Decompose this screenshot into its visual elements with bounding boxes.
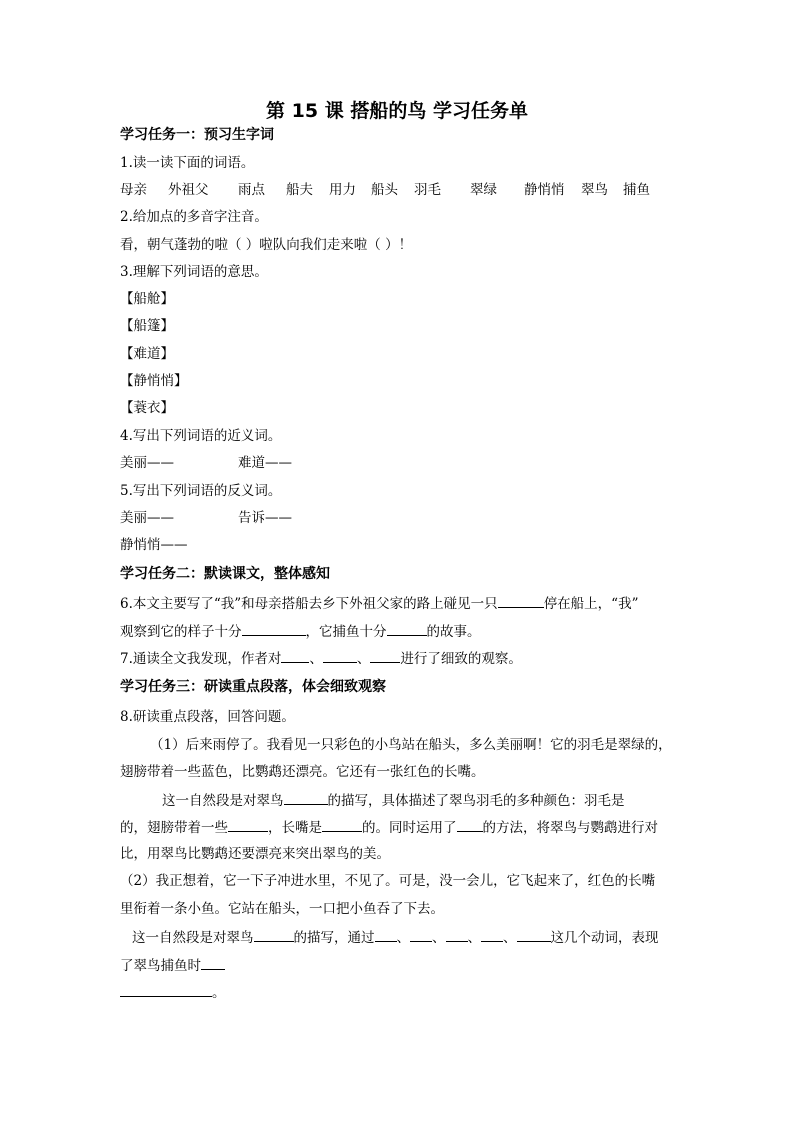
fill-blank[interactable] xyxy=(242,621,306,636)
fill-blank[interactable] xyxy=(228,817,268,832)
fill-blank[interactable] xyxy=(370,648,400,663)
fill-blank[interactable] xyxy=(201,955,225,970)
question-2: 2.给加点的多音字注音。 xyxy=(120,209,268,225)
paragraph-1-line-1: （1）后来雨停了。我看见一只彩色的小鸟站在船头，多么美丽啊！它的羽毛是翠绿的， xyxy=(150,737,672,753)
text-segment: 的描写，通过 xyxy=(293,930,375,946)
vocab-word: 羽毛 xyxy=(414,182,441,198)
term-item: 【难道】 xyxy=(120,346,174,362)
fill-blank[interactable] xyxy=(281,648,309,663)
answer-1-line-3: 比，用翠鸟比鹦鹉还要漂亮来突出翠鸟的美。 xyxy=(120,846,390,862)
question-6-line-1 xyxy=(120,593,639,614)
term-item: 【船舱】 xyxy=(120,291,174,307)
answer-2-line-3 xyxy=(120,982,226,1003)
text-segment: 、 xyxy=(503,930,517,946)
text-segment: ，它捕鱼十分 xyxy=(305,624,387,640)
vocab-word: 船夫 xyxy=(286,182,313,198)
question-8: 8.研读重点段落，回答问题。 xyxy=(120,709,295,725)
question-5: 5.写出下列词语的反义词。 xyxy=(120,483,282,499)
fill-blank[interactable] xyxy=(254,927,294,942)
text-segment: 、 xyxy=(356,651,371,667)
fill-blank[interactable] xyxy=(322,817,362,832)
vocab-word: 用力 xyxy=(329,182,356,198)
fill-blank[interactable] xyxy=(410,927,432,942)
text-segment: 停在船上，“我” xyxy=(543,596,639,612)
fill-blank[interactable] xyxy=(517,927,551,942)
vocab-word: 翠绿 xyxy=(470,182,497,198)
vocab-word: 翠鸟 xyxy=(581,182,608,198)
text-segment: 这几个动词，表现 xyxy=(550,930,659,946)
text-segment: 观察到它的样子十分 xyxy=(120,624,242,640)
question-1: 1.读一读下面的词语。 xyxy=(120,155,255,171)
text-segment: 的故事。 xyxy=(426,624,481,640)
answer-2-line-2 xyxy=(120,955,225,976)
text-segment: 的。同时运用了 xyxy=(362,820,457,836)
text-segment: 这一自然段是对翠鸟 xyxy=(132,930,254,946)
answer-2-line-1 xyxy=(132,927,659,948)
text-segment: 、 xyxy=(396,930,410,946)
vocab-word: 船头 xyxy=(371,182,398,198)
term-item: 【静悄悄】 xyxy=(120,373,188,389)
text-segment: ，长嘴是 xyxy=(268,820,322,836)
question-6-line-2 xyxy=(120,621,481,642)
question-4: 4.写出下列词语的近义词。 xyxy=(120,428,282,444)
fill-blank[interactable] xyxy=(498,593,544,608)
fill-blank[interactable] xyxy=(387,621,427,636)
text-segment: 的描写，具体描述了翠鸟羽毛的多种颜色：羽毛是 xyxy=(327,793,625,809)
paragraph-2-line-2: 里衔着一条小鱼。它站在船头，一口把小鱼吞了下去。 xyxy=(120,901,444,917)
question-2-sentence: 看，朝气蓬勃的啦（ ）啦队向我们走来啦（ ）！ xyxy=(120,237,413,253)
text-segment: 、 xyxy=(467,930,481,946)
text-segment: 的方法，将翠鸟与鹦鹉进行对 xyxy=(482,820,658,836)
vocab-word: 静悄悄 xyxy=(524,182,565,198)
term-item: 【船篷】 xyxy=(120,318,174,334)
fill-blank[interactable] xyxy=(323,648,357,663)
synonym-item: 难道—— xyxy=(238,455,292,471)
text-segment: 。 xyxy=(212,985,226,1001)
paragraph-1-line-2: 翅膀带着一些蓝色，比鹦鹉还漂亮。它还有一张红色的长嘴。 xyxy=(120,764,485,780)
antonym-item: 美丽—— xyxy=(120,510,174,526)
fill-blank[interactable] xyxy=(120,982,212,997)
text-segment: 7.通读全文我发现，作者对 xyxy=(120,651,282,667)
synonym-item: 美丽—— xyxy=(120,455,174,471)
answer-1-line-2 xyxy=(120,817,658,838)
vocab-word: 雨点 xyxy=(238,182,265,198)
text-segment: 、 xyxy=(309,651,323,667)
antonym-item: 告诉—— xyxy=(238,510,292,526)
task3-heading: 学习任务三：研读重点段落，体会细致观察 xyxy=(120,679,386,695)
text-segment: 的，翅膀带着一些 xyxy=(120,820,228,836)
page-title: 第 15 课 搭船的鸟 学习任务单 xyxy=(266,100,528,122)
fill-blank[interactable] xyxy=(457,817,483,832)
fill-blank[interactable] xyxy=(284,790,328,805)
text-segment: 、 xyxy=(432,930,446,946)
vocab-word: 母亲 xyxy=(120,182,147,198)
antonym-item: 静悄悄—— xyxy=(120,537,188,553)
paragraph-2-line-1: （2）我正想着，它一下子冲进水里，不见了。可是，没一会儿，它飞起来了，红色的长嘴 xyxy=(120,873,656,889)
text-segment: 了翠鸟捕鱼时 xyxy=(120,958,201,974)
fill-blank[interactable] xyxy=(481,927,503,942)
question-3: 3.理解下列词语的意思。 xyxy=(120,264,268,280)
term-item: 【蓑衣】 xyxy=(120,400,174,416)
vocab-word: 外祖父 xyxy=(168,182,209,198)
text-segment: 这一自然段是对翠鸟 xyxy=(162,793,284,809)
fill-blank[interactable] xyxy=(375,927,397,942)
answer-1-line-1 xyxy=(162,790,625,811)
text-segment: 进行了细致的观察。 xyxy=(400,651,522,667)
question-7 xyxy=(120,648,522,669)
vocab-word: 捕鱼 xyxy=(623,182,650,198)
task1-heading: 学习任务一：预习生字词 xyxy=(120,127,274,143)
text-segment: 6.本文主要写了“我”和母亲搭船去乡下外祖父家的路上碰见一只 xyxy=(120,596,498,612)
task2-heading: 学习任务二：默读课文，整体感知 xyxy=(120,566,330,582)
fill-blank[interactable] xyxy=(446,927,468,942)
